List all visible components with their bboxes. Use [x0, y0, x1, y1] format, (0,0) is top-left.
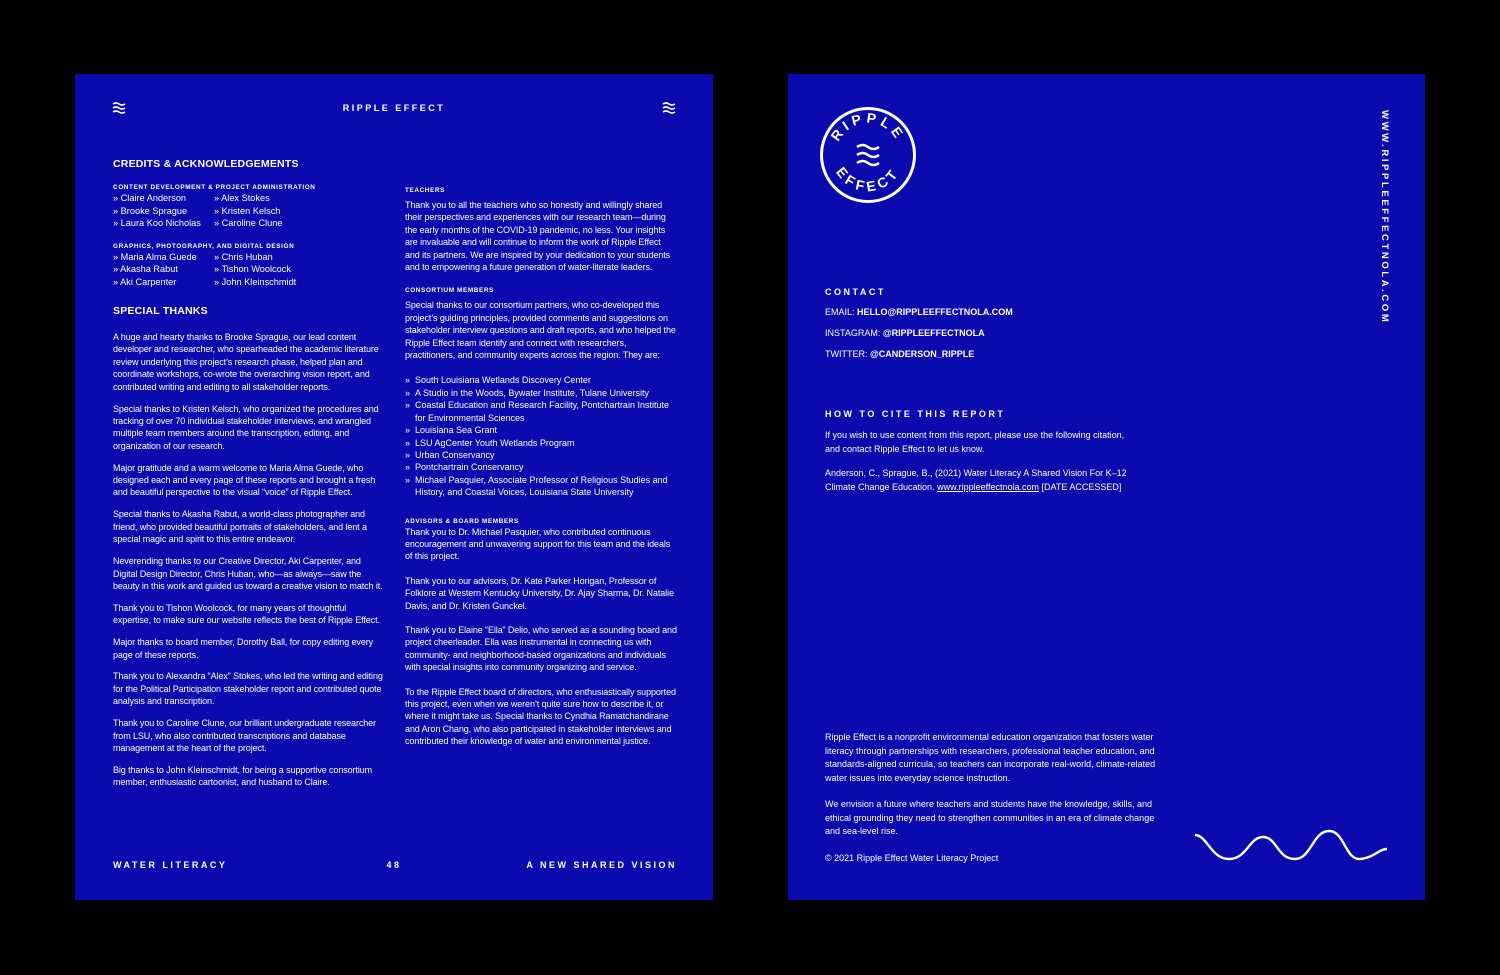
copyright: © 2021 Ripple Effect Water Literacy Project: [825, 852, 999, 863]
names-col: [214, 251, 296, 289]
twitter-handle[interactable]: @CANDERSON_RIPPLE: [870, 349, 975, 359]
email-line: [825, 306, 1165, 318]
consortium-list: [405, 374, 677, 498]
svg-text:RIPPLE: [827, 110, 908, 144]
teachers-text: Thank you to all the teachers who so honestly and willingly shared their perspectives and experiences with our research team—during the early months of the COVID-19 pandemic, no less. Your insights are invaluable and will continue to inform the work of Ripple Effect and its partners. We are inspired by your dedication to your students and to empowering a future generation of water-literate leaders.: [405, 200, 671, 273]
about-paragraph: We envision a future where teachers and students have the knowledge, skills, and ethical grounding they need to strengthen communities in an era of climate change and sea-level rise.: [825, 799, 1155, 836]
credit-name: » Akasha Rabut: [113, 263, 214, 276]
website-vertical-wrap: [1380, 110, 1390, 330]
graphics-label: GRAPHICS, PHOTOGRAPHY, AND DIGITAL DESIGN: [113, 242, 295, 250]
thanks-paragraph: Big thanks to John Kleinschmidt, for being a supportive consortium member, enthusiastic cartoonist, and husband to Claire.: [113, 764, 373, 788]
credits-title: CREDITS & ACKNOWLEDGEMENTS: [113, 158, 299, 170]
website-vertical: WWW.RIPPLEEFFECTNOLA.COM: [1379, 110, 1390, 325]
thanks-paragraph: Thank you to Caroline Clune, our brilliant undergraduate researcher from LSU, who also contributed transcriptions and database management at the heart of the project.: [113, 718, 376, 753]
list-item: » LSU AgCenter Youth Wetlands Program: [405, 437, 677, 449]
email-label: EMAIL:: [825, 307, 855, 317]
list-item: » Pontchartrain Conservancy: [405, 461, 677, 473]
email-link[interactable]: HELLO@RIPPLEEFFECTNOLA.COM: [857, 307, 1013, 317]
list-item: » Michael Pasquier, Associate Professor of Religious Studies and History, and Coastal Voices, Louisiana State University: [405, 474, 677, 499]
credit-name: » Chris Huban: [214, 251, 296, 264]
footer-left: WATER LITERACY: [113, 860, 228, 870]
svg-text:EFFECT: [833, 164, 903, 195]
citation: [825, 467, 1140, 494]
teachers-label: TEACHERS: [405, 187, 445, 194]
credit-name: » Claire Anderson: [113, 192, 214, 205]
thanks-paragraph: Thank you to Alexandra “Alex” Stokes, who led the writing and editing for the Political Participation stakeholder report and contributed quote analysis and transcription.: [113, 671, 383, 707]
contact-title: CONTACT: [825, 287, 886, 297]
footer-right: A NEW SHARED VISION: [526, 860, 677, 870]
thanks-paragraph: Thank you to Tishon Woolcock, for many years of thoughtful expertise, to make sure our website reflects the best of Ripple Effect.: [113, 602, 380, 626]
citation-suffix: [DATE ACCESSED]: [1041, 481, 1122, 492]
thanks-paragraph: A huge and hearty thanks to Brooke Sprague, our lead content developer and researcher, who spearheaded the academic literature review underlying this project’s research phase, helped plan and coordinate workshops, co-wrote the overarching vision report, and contributed writing and editing to all stakeholder reports.: [113, 332, 379, 392]
wave-decoration-icon: [1193, 829, 1389, 865]
advisors-paragraph: To the Ripple Effect board of directors, who enthusiastically supported this project, even when we weren’t quite sure how to describe it, or where it might take us. Special thanks to Cyndhia Ramatchandirane and Aron Chang, who also participated in stakeholder interviews and contributed their knowledge of water and environmental justice.: [405, 686, 676, 747]
left-column: [113, 158, 385, 798]
advisors-paragraph: Thank you to our advisors, Dr. Kate Parker Horigan, Professor of Folklore at Western Kentucky University, Dr. Ajay Sharma, Dr. Natalie Davis, and Dr. Kristen Gunckel.: [405, 575, 674, 611]
cite-section: [825, 409, 1140, 507]
instagram-line: [825, 327, 1165, 339]
credit-name: » Aki Carpenter: [113, 276, 214, 289]
logo-text-bottom: EFFECT: [833, 163, 903, 195]
thanks-paragraph: Special thanks to Kristen Kelsch, who organized the procedures and tracking of over 70 individual stakeholder interviews, and wrangled multiple team members around the transcription, editing, and organization of our research.: [113, 403, 379, 451]
list-item: » Coastal Education and Research Facility, Pontchartrain Institute for Environmental Sciences: [405, 399, 677, 424]
logo-text-top: RIPPLE: [827, 109, 909, 144]
about-paragraph: Ripple Effect is a nonprofit environmental education organization that fosters water literacy through partnerships with researchers, professional teacher education, and standards-aligned curricula, so teachers can incorporate real-world, climate-related water issues into everyday science instruction.: [825, 732, 1156, 783]
twitter-line: [825, 348, 1165, 360]
citation-link[interactable]: www.rippleeffectnola.com: [937, 481, 1039, 492]
consortium-label: CONSORTIUM MEMBERS: [405, 287, 494, 295]
credit-name: » Kristen Kelsch: [214, 205, 282, 218]
cite-intro: If you wish to use content from this report, please use the following citation, and contact Ripple Effect to let us know.: [825, 430, 1125, 454]
credit-name: » Maria Alma Guede: [113, 251, 214, 264]
content-development-names: [113, 192, 385, 230]
credit-name: » Laura Koo Nicholas: [113, 217, 214, 230]
names-col: [113, 192, 214, 230]
about-section: [825, 731, 1170, 878]
special-thanks-title: SPECIAL THANKS: [113, 305, 208, 317]
credit-name: » Caroline Clune: [214, 217, 282, 230]
page-number: 48: [386, 860, 402, 870]
names-col: [214, 192, 282, 230]
twitter-label: TWITTER:: [825, 349, 868, 359]
credit-name: » John Kleinschmidt: [214, 276, 296, 289]
list-item: » Louisiana Sea Grant: [405, 424, 677, 436]
logo-waves-icon: [857, 145, 879, 165]
graphics-names: [113, 251, 385, 289]
thanks-paragraph: Major gratitude and a warm welcome to Maria Alma Guede, who designed each and every page of these reports and brought a fresh and beautiful perspective to the visual “voice” of Ripple Effect.: [113, 462, 376, 498]
contact-section: [825, 287, 1165, 360]
thanks-paragraph: Neverending thanks to our Creative Director, Aki Carpenter, and Digital Design Director, Chris Huban, who—as always—saw the beauty in this work and guided us toward a creative vision to match it.: [113, 556, 383, 591]
right-page: [788, 74, 1425, 900]
advisors-paragraph: Thank you to Elaine “Ella” Delio, who served as a sounding board and project cheerleader. Ella was instrumental in connecting us with community- and neighborhood-based organizations and individuals with special insights into community organizing and service.: [405, 624, 677, 673]
left-page: [75, 74, 713, 900]
instagram-handle[interactable]: @RIPPLEEFFECTNOLA: [882, 328, 985, 338]
credit-name: » Tishon Woolcock: [214, 263, 296, 276]
credit-name: » Alex Stokes: [214, 192, 282, 205]
list-item: » South Louisiana Wetlands Discovery Center: [405, 374, 677, 386]
running-header: RIPPLE EFFECT: [342, 103, 446, 113]
list-item: » Urban Conservancy: [405, 449, 677, 461]
thanks-paragraph: Special thanks to Akasha Rabut, a world-class photographer and friend, who provided beautiful portraits of stakeholders, and lent a special magic and spirit to this entire endeavor.: [113, 509, 367, 545]
advisors-label: ADVISORS & BOARD MEMBERS: [405, 517, 519, 525]
content-development-label: CONTENT DEVELOPMENT & PROJECT ADMINISTRATION: [113, 184, 316, 191]
ripple-effect-logo: [818, 104, 918, 206]
instagram-label: INSTAGRAM:: [825, 328, 881, 338]
names-col: [113, 251, 214, 289]
thanks-paragraph: Major thanks to board member, Dorothy Ball, for copy editing every page of these reports.: [113, 637, 374, 660]
credit-name: » Brooke Sprague: [113, 205, 214, 218]
citation-text: Anderson, C., Sprague, B., (2021) Water Literacy A Shared Vision For K–12 Climate Change Education.: [825, 468, 1127, 492]
waves-icon: [662, 101, 676, 115]
advisors-paragraph: Thank you to Dr. Michael Pasquier, who contributed continuous encouragement and unwavering support for this team and the ideals of this project.: [405, 526, 671, 562]
cite-title: HOW TO CITE THIS REPORT: [825, 409, 1006, 419]
list-item: » A Studio in the Woods, Bywater Institute, Tulane University: [405, 387, 677, 399]
right-column: [405, 187, 677, 757]
consortium-text: Special thanks to our consortium partners, who co-developed this project’s guiding principles, provided comments and suggestions on stakeholder interview questions and draft reports, and who helped the Ripple Effect team identify and connect with researchers, practitioners, and community experts across the region. They are:: [405, 300, 676, 361]
